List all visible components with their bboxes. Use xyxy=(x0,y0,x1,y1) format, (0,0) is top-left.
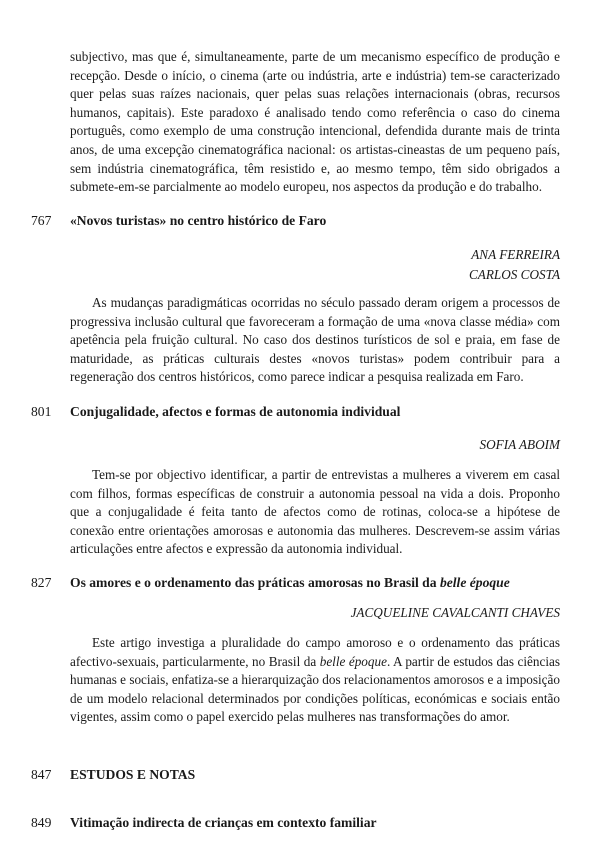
abstract-text: Tem-se por objectivo identificar, a partir de entrevistas a mulheres a viverem em casal com filhos, formas específicas de construir a autonomia pessoal na vida a dois. Proponho que a conjugalidade é feita tanto de afectos como de rotinas, coloca-se a hipótese de conexão entre orientações amorosas e autonomia das mulheres. Descrevem-se assim várias articulações entre afectos e expressão da autonomia individual. xyxy=(70,467,560,557)
entry-page-number: 767 xyxy=(31,213,52,228)
intro-paragraph-text: subjectivo, mas que é, simultaneamente, parte de um mecanismo específico de produção e recepção. Desde o início, o cinema (arte ou indústria, arte e indústria) tem-se caracterizado quer pelas suas raízes nacionais, quer pelas suas relações internacionais (obras, recursos humanos, capitais). Este paradoxo é analisado tendo como referência o caso do cinema português, como exemplo de uma construção intencional, defendida durante mais de trinta anos, de uma excepção cinematográfica nacional: os artistas-cineastas de um pequeno país, sem indústria cinematográfica, têm resistido e, ao mesmo tempo, têm sido obrigados a submete-em-se parcialmente ao modelo europeu, nos aspectos da produção e do trabalho. xyxy=(70,49,560,195)
entry-page-number: 801 xyxy=(31,404,52,419)
abstract-italic: belle époque xyxy=(319,653,387,669)
entry-title: «Novos turistas» no centro histórico de Faro xyxy=(70,213,327,228)
entry-827-author-1: JACQUELINE CAVALCANTI CHAVES xyxy=(350,605,560,620)
abstract-text: As mudanças paradigmáticas ocorridas no século passado deram origem a processos de progressiva inclusão cultural que favoreceram a formação de uma «nova classe média» com apetência pela fruição cultural. No caso dos destinos turísticos de sol e praia, em fase de maturidade, as práticas culturais destes «novos turistas» podem contribuir para a regeneração dos centros históricos, como parece indicar a pesquisa realizada em Faro. xyxy=(70,295,560,385)
section-title: ESTUDOS E NOTAS xyxy=(70,767,196,782)
entry-767-author-2: CARLOS COSTA xyxy=(469,267,560,282)
intro-paragraph xyxy=(70,48,560,197)
abstract-text xyxy=(70,634,560,727)
entry-title xyxy=(70,574,510,592)
abstract-part-2: . A partir de estudos das ciências humanas e sociais, enfatiza-se a hierarquização dos relacionamentos amorosos e a imposição de um modelo relacional determinados por condições políticas, económicas e sociais então vigentes, assim como o papel exercido pelas mulheres nas transformações do amor. xyxy=(70,653,561,725)
section-page-number: 847 xyxy=(31,767,52,782)
entry-page-number: 849 xyxy=(31,815,52,830)
abstract-part-1: Este artigo investiga a pluralidade do campo amoroso e o ordenamento das práticas afectivo-sexuais, particularmente, no Brasil da xyxy=(70,635,560,669)
entry-title-italic: belle époque xyxy=(439,575,510,590)
entry-page-number: 827 xyxy=(31,575,52,590)
entry-801-abstract xyxy=(70,466,560,559)
entry-801-author-1: SOFIA ABOIM xyxy=(479,437,560,452)
entry-827-abstract xyxy=(70,634,560,727)
entry-title-main: Os amores e o ordenamento das práticas amorosas no Brasil da xyxy=(70,575,440,590)
entry-767-abstract xyxy=(70,294,560,387)
entry-title: Conjugalidade, afectos e formas de autonomia individual xyxy=(70,404,401,419)
bleed-through-mark xyxy=(290,2,293,12)
entry-767-author-1: ANA FERREIRA xyxy=(471,247,560,262)
entry-title: Vitimação indirecta de crianças em contexto familiar xyxy=(70,815,377,830)
